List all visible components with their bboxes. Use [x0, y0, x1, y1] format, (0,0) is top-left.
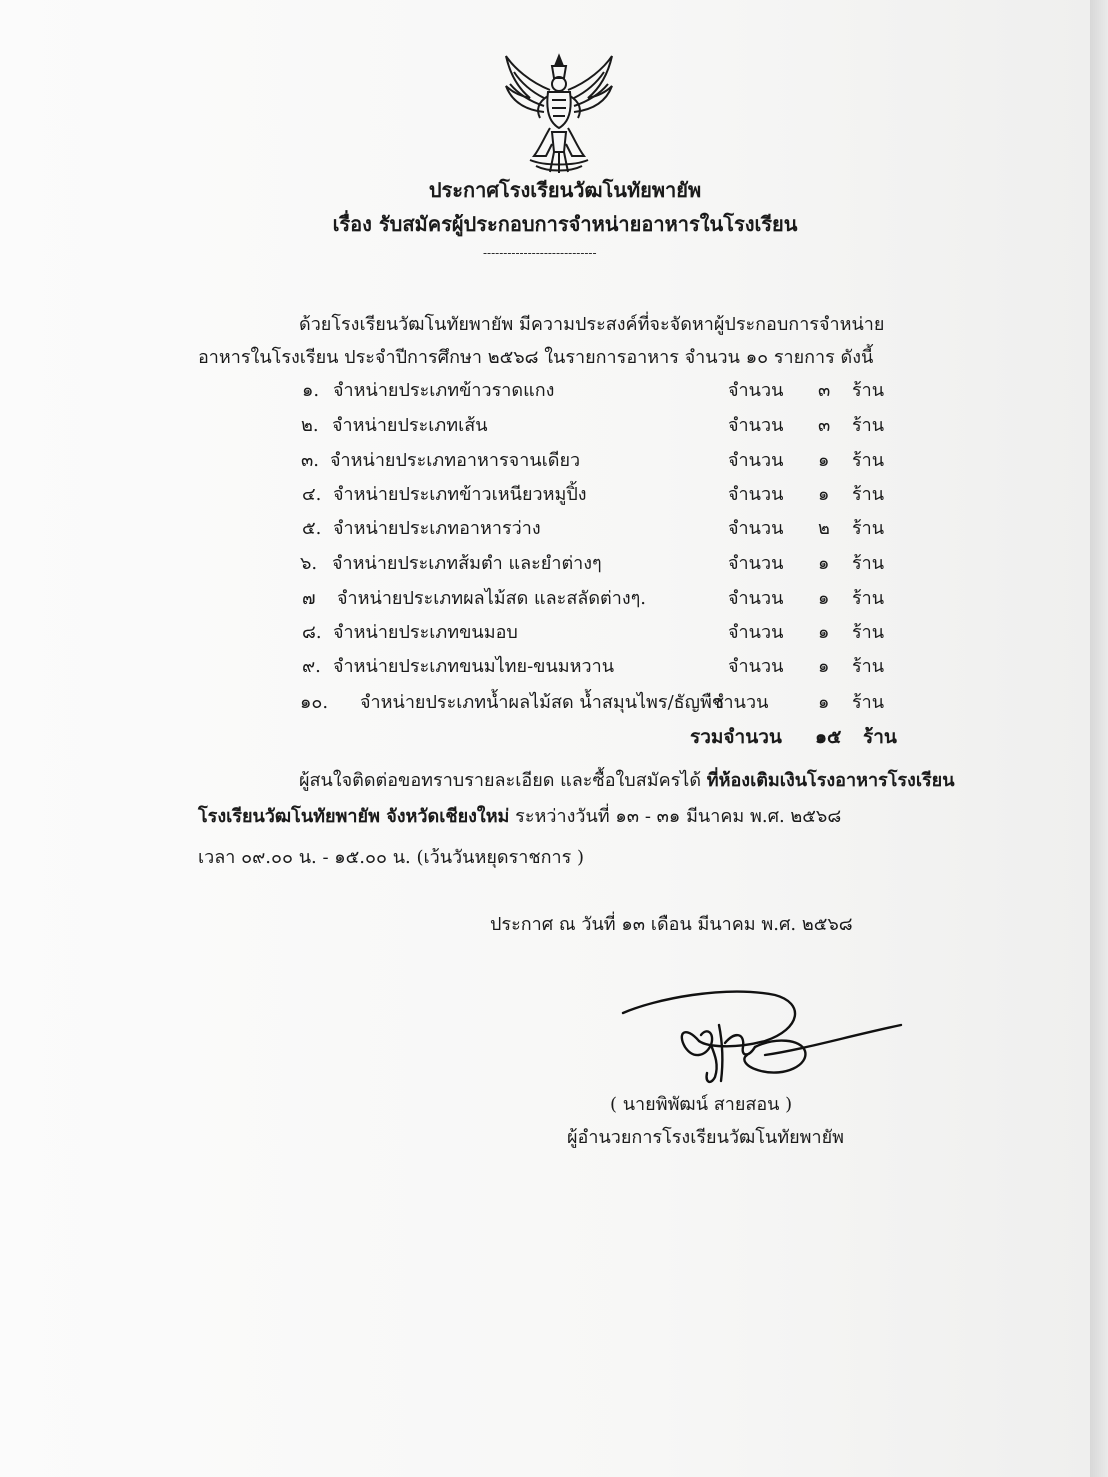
signatory-name: ( นายพิพัฒน์ สายสอน ): [610, 1094, 793, 1115]
item-qty-label: จำนวน: [728, 450, 784, 471]
contact-line-2: [198, 802, 841, 832]
item-qty: ๑: [818, 588, 830, 609]
item-unit: ร้าน: [852, 553, 885, 574]
signatory-position: ผู้อำนวยการโรงเรียนวัฒโนทัยพายัพ: [567, 1127, 845, 1148]
item-qty: ๑: [818, 450, 830, 471]
item-qty: ๒: [818, 518, 830, 539]
item-label: จำหน่ายประเภทข้าวเหนียวหมูปิ้ง: [333, 484, 587, 505]
item-qty-label: จำนวน: [728, 588, 784, 609]
item-qty: ๑: [818, 553, 830, 574]
item-number: ๑.: [302, 380, 320, 401]
item-number: ๗: [302, 588, 316, 609]
total-label: รวมจำนวน: [690, 726, 782, 748]
item-qty-label: จำนวน: [728, 656, 784, 677]
item-number: ๖.: [300, 553, 318, 574]
item-unit: ร้าน: [852, 588, 885, 609]
item-number: ๘.: [302, 622, 322, 643]
item-unit: ร้าน: [852, 692, 885, 713]
intro-line-2: อาหารในโรงเรียน ประจำปีการศึกษา ๒๕๖๘ ในรายการอาหาร จำนวน ๑๐ รายการ ดังนี้: [198, 347, 874, 368]
title-divider: ----------------------------: [483, 246, 597, 260]
contact-line-3: เวลา ๐๙.๐๐ น. - ๑๕.๐๐ น. (เว้นวันหยุดราชการ ): [198, 847, 584, 868]
item-label: จำหน่ายประเภทขนมอบ: [333, 622, 518, 643]
item-number: ๙.: [302, 656, 321, 677]
paper-edge: [1090, 0, 1108, 1477]
item-qty: ๑: [818, 622, 830, 643]
item-unit: ร้าน: [852, 518, 885, 539]
item-number: ๓.: [301, 450, 320, 471]
item-label: จำหน่ายประเภทส้มตำ และยำต่างๆ: [332, 553, 602, 574]
item-unit: ร้าน: [852, 380, 885, 401]
item-qty: ๓: [818, 415, 831, 436]
item-qty-label: จำนวน: [728, 622, 784, 643]
item-unit: ร้าน: [852, 484, 885, 505]
item-label: จำหน่ายประเภทข้าวราดแกง: [333, 380, 555, 401]
item-number: ๕.: [302, 518, 322, 539]
contact-dates: ระหว่างวันที่ ๑๓ - ๓๑ มีนาคม พ.ศ. ๒๕๖๘: [509, 806, 842, 827]
item-unit: ร้าน: [852, 415, 885, 436]
total-qty: ๑๕: [815, 726, 842, 748]
intro-line-1: ด้วยโรงเรียนวัฒโนทัยพายัพ มีความประสงค์ที่จะจัดหาผู้ประกอบการจำหน่าย: [299, 314, 885, 335]
item-qty: ๓: [818, 380, 831, 401]
document-subject: เรื่อง รับสมัครผู้ประกอบการจำหน่ายอาหารในโรงเรียน: [332, 212, 798, 236]
document-title: ประกาศโรงเรียนวัฒโนทัยพายัพ: [428, 178, 702, 202]
item-label: จำหน่ายประเภทอาหารว่าง: [333, 518, 541, 539]
contact-line-1-text: ผู้สนใจติดต่อขอทราบรายละเอียด และซื้อใบสมัครได้: [299, 770, 707, 791]
item-label: จำหน่ายประเภทขนมไทย-ขนมหวาน: [333, 656, 615, 677]
item-label: จำหน่ายประเภทเส้น: [332, 415, 488, 436]
item-qty: ๑: [818, 484, 830, 505]
item-qty-label: จำนวน: [728, 484, 784, 505]
item-unit: ร้าน: [852, 450, 885, 471]
item-number: ๒.: [301, 415, 319, 436]
total-unit: ร้าน: [863, 726, 897, 748]
item-qty: ๑: [818, 656, 830, 677]
garuda-emblem-icon: [500, 52, 618, 174]
item-qty-label: จำนวน: [713, 692, 769, 713]
signature-icon: [615, 985, 905, 1105]
announcement-date: ประกาศ ณ วันที่ ๑๓ เดือน มีนาคม พ.ศ. ๒๕๖๘: [490, 914, 853, 935]
contact-school: โรงเรียนวัฒโนทัยพายัพ จังหวัดเชียงใหม่: [198, 806, 510, 827]
item-label: จำหน่ายประเภทผลไม้สด และสลัดต่างๆ.: [337, 588, 646, 609]
item-unit: ร้าน: [852, 622, 885, 643]
item-number: ๑๐.: [300, 692, 329, 713]
item-label: จำหน่ายประเภทน้ำผลไม้สด น้ำสมุนไพร/ธัญพืช: [360, 692, 725, 713]
item-qty-label: จำนวน: [728, 518, 784, 539]
item-qty-label: จำนวน: [728, 553, 784, 574]
item-number: ๔.: [302, 484, 322, 505]
item-qty: ๑: [818, 692, 830, 713]
item-label: จำหน่ายประเภทอาหารจานเดียว: [330, 450, 581, 471]
item-qty-label: จำนวน: [728, 415, 784, 436]
contact-location: ที่ห้องเติมเงินโรงอาหารโรงเรียน: [706, 770, 955, 791]
item-qty-label: จำนวน: [728, 380, 784, 401]
item-unit: ร้าน: [852, 656, 885, 677]
contact-line-1: [299, 766, 955, 796]
